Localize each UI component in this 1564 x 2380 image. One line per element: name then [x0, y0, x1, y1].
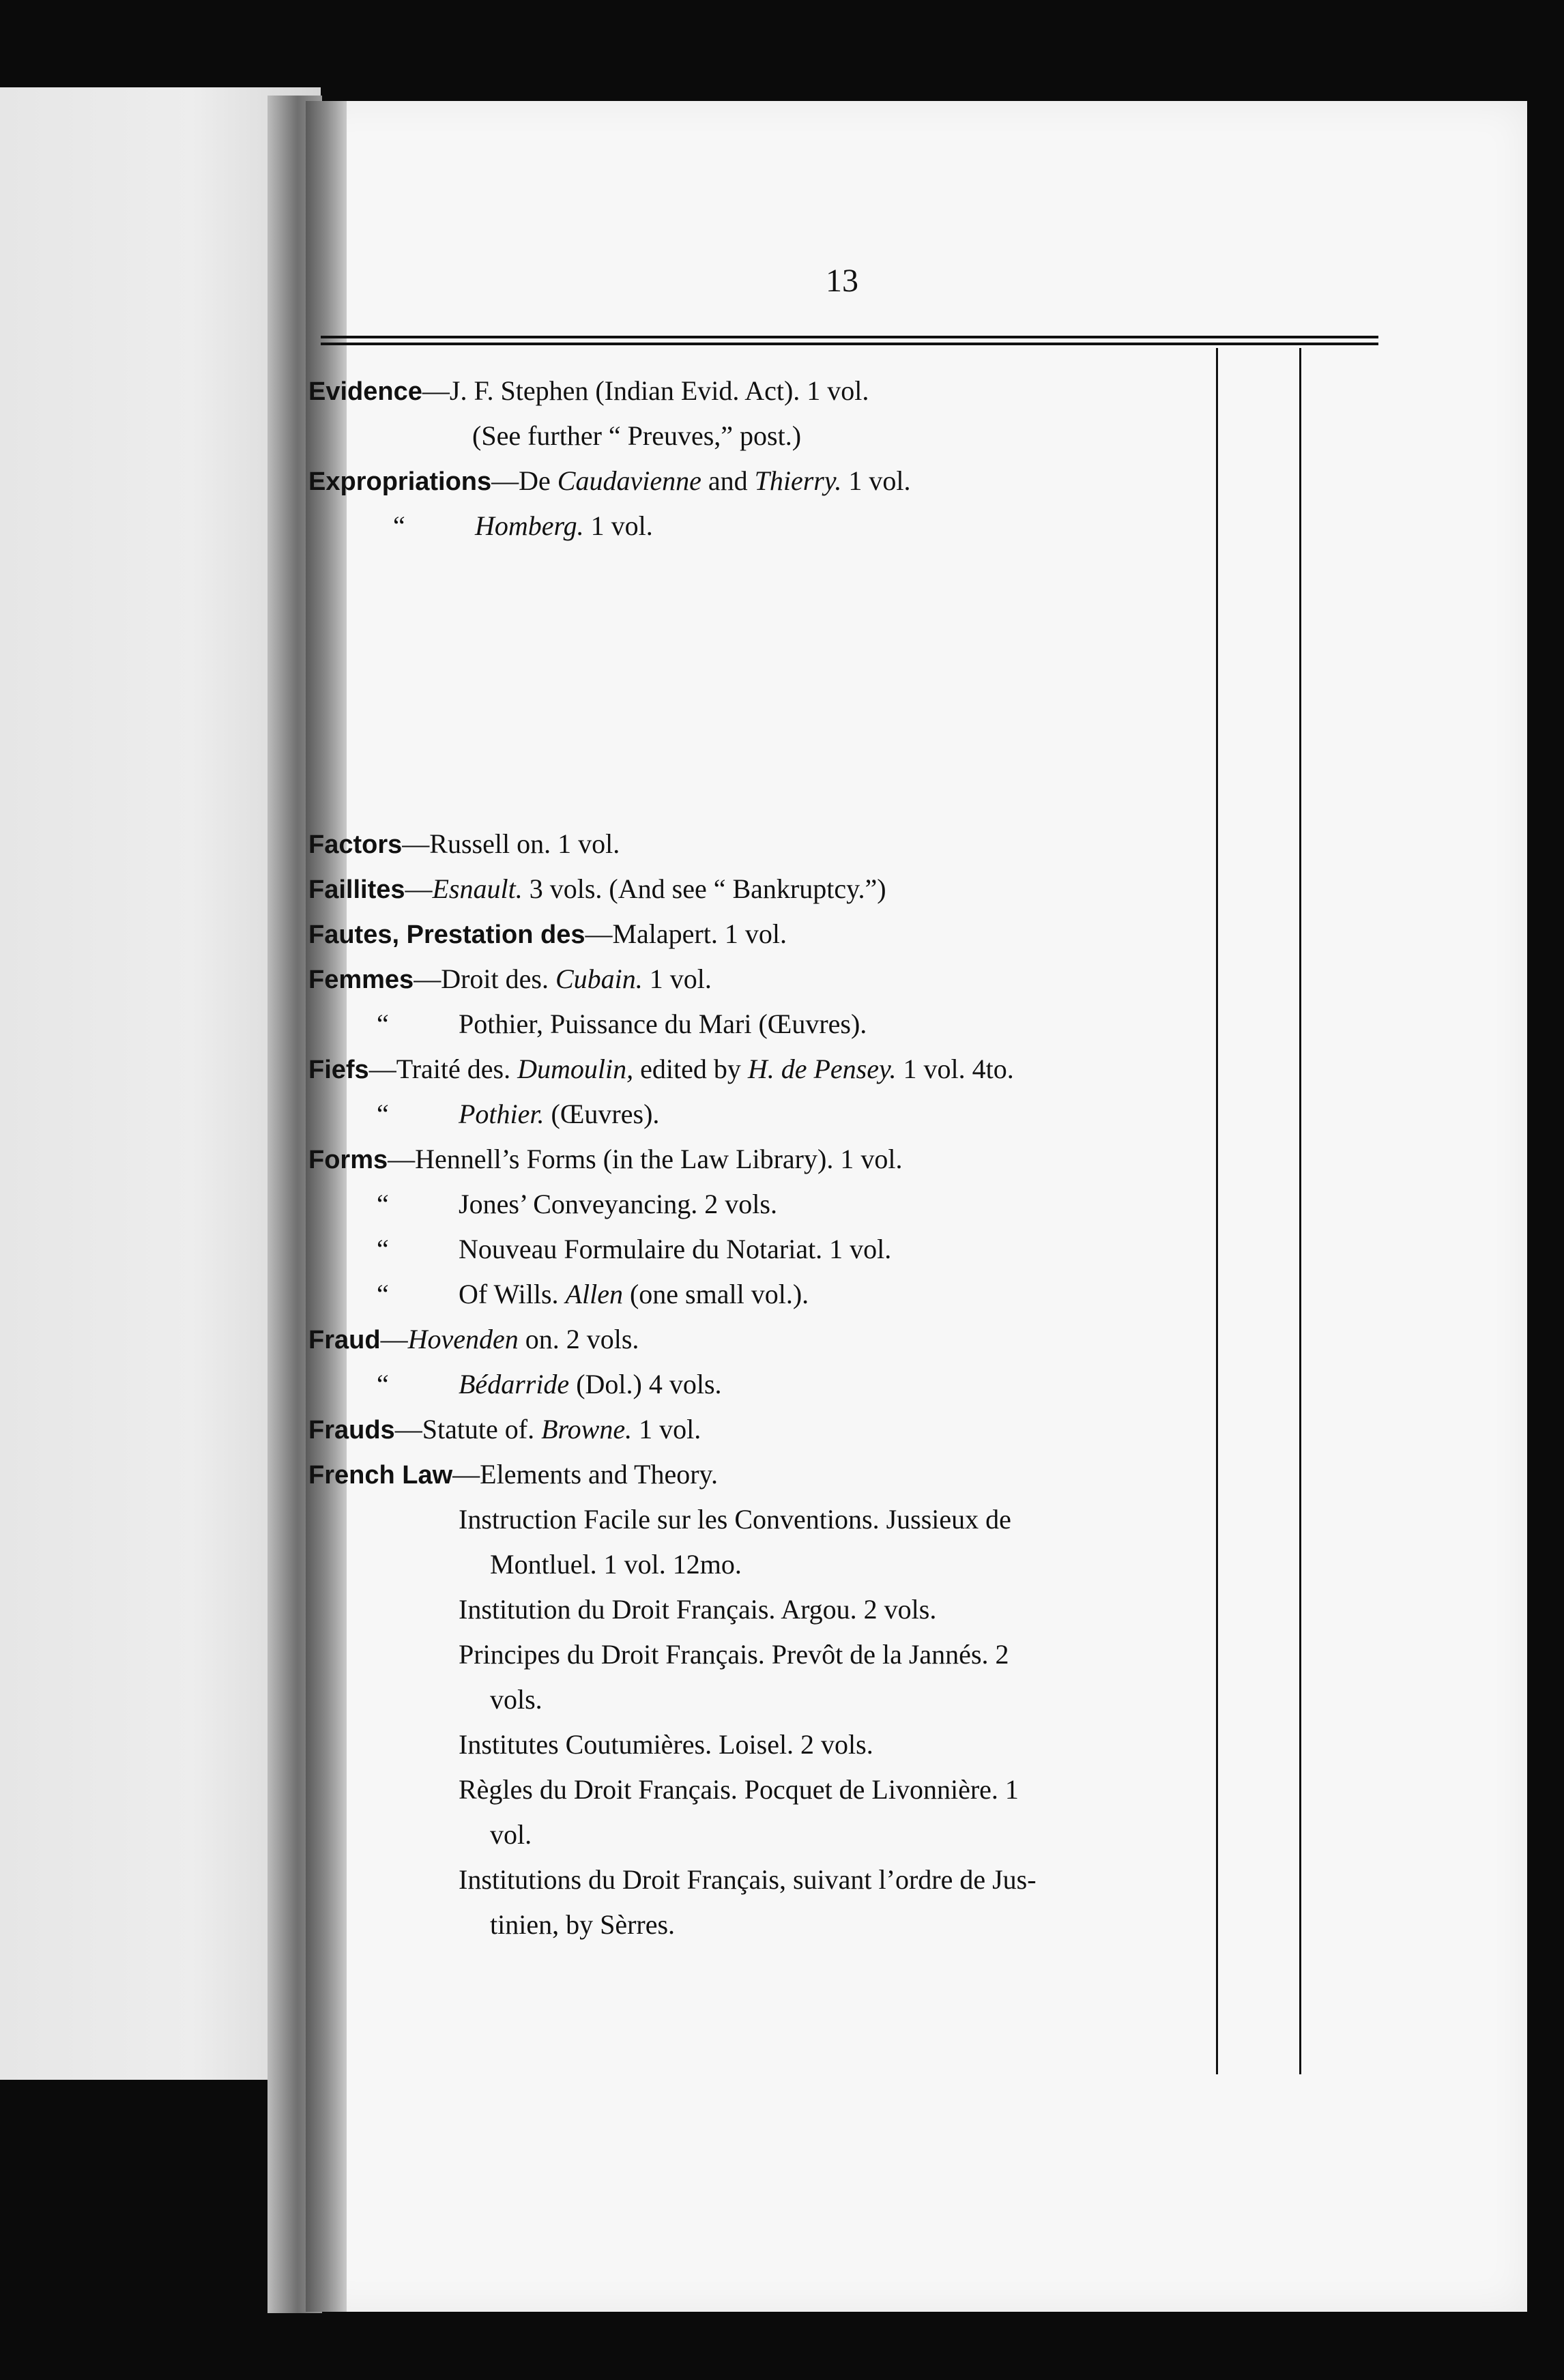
entry-faillites: Faillites—Esnault. 3 vols. (And see “ Bankruptcy.”)	[308, 873, 886, 904]
entry-heading: Expropriations	[308, 467, 492, 496]
column-rule-left	[1216, 348, 1218, 2074]
ditto-mark: “	[377, 1234, 389, 1264]
entry-evidence: Evidence—J. F. Stephen (Indian Evid. Act). 1 vol.	[308, 375, 869, 406]
entry-heading: Femmes	[308, 966, 414, 994]
entry-heading: Factors	[308, 830, 403, 859]
entry-forms-sub: “ Nouveau Formulaire du Notariat. 1 vol.	[308, 1227, 1208, 1272]
entry-femmes: Femmes—Droit des. Cubain. 1 vol.	[308, 963, 712, 994]
entry-heading: Faillites	[308, 875, 405, 904]
entry-french-law: French Law—Elements and Theory.	[308, 1459, 718, 1490]
entry-fiefs: Fiefs—Traité des. Dumoulin, edited by H. de Pensey. 1 vol. 4to.	[308, 1054, 1014, 1084]
french-law-item-cont: vol.	[490, 1819, 532, 1850]
entry-frauds: Frauds—Statute of. Browne. 1 vol.	[308, 1414, 701, 1445]
french-law-item-cont: vols.	[490, 1684, 542, 1715]
entry-fraud: Fraud—Hovenden on. 2 vols.	[308, 1324, 639, 1354]
ditto-mark: “	[377, 1099, 389, 1129]
french-law-item-cont: tinien, by Sèrres.	[490, 1909, 676, 1940]
entry-fraud-sub: “ Bédarride (Dol.) 4 vols.	[308, 1362, 1208, 1407]
entry-femmes-sub: “ Pothier, Puissance du Mari (Œuvres).	[308, 1002, 1208, 1047]
french-law-item: Instruction Facile sur les Conventions. Jussieux de	[459, 1504, 1011, 1535]
entry-forms-sub: “ Jones’ Conveyancing. 2 vols.	[308, 1182, 1208, 1227]
ditto-mark: “	[377, 1008, 389, 1039]
french-law-item: Institutes Coutumières. Loisel. 2 vols.	[459, 1729, 873, 1760]
entry-heading: Evidence	[308, 377, 422, 406]
french-law-item-cont: Montluel. 1 vol. 12mo.	[490, 1549, 742, 1580]
french-law-item: Institution du Droit Français. Argou. 2 vols.	[459, 1594, 937, 1625]
entry-heading: Frauds	[308, 1416, 395, 1445]
ditto-mark: “	[393, 510, 405, 541]
column-rule-right	[1299, 348, 1301, 2074]
entry-heading: Forms	[308, 1146, 388, 1174]
ditto-mark: “	[377, 1189, 389, 1219]
entry-fautes: Fautes, Prestation des—Malapert. 1 vol.	[308, 918, 787, 949]
entry-heading: Fiefs	[308, 1056, 369, 1084]
french-law-item: Institutions du Droit Français, suivant l’ordre de Jus-	[459, 1864, 1037, 1895]
header-rule-bottom	[321, 343, 1378, 345]
entry-factors: Factors—Russell on. 1 vol.	[308, 828, 620, 859]
ditto-mark: “	[377, 1369, 389, 1399]
index-entries	[308, 368, 1208, 1947]
entry-heading: Fautes, Prestation des	[308, 920, 585, 949]
entry-fiefs-sub: “ Pothier. (Œuvres).	[308, 1092, 1208, 1137]
french-law-item: Principes du Droit Français. Prevôt de la Jannés. 2	[459, 1639, 1009, 1670]
entry-heading: French Law	[308, 1461, 453, 1490]
entry-forms: Forms—Hennell’s Forms (in the Law Library). 1 vol.	[308, 1144, 903, 1174]
header-rule-top	[321, 336, 1378, 338]
entry-evidence-note: (See further “ Preuves,” post.)	[472, 420, 802, 451]
ditto-mark: “	[377, 1279, 389, 1309]
entry-expropriations-sub: “ Homberg. 1 vol.	[308, 504, 1208, 549]
french-law-item: Règles du Droit Français. Pocquet de Livonnière. 1	[459, 1774, 1019, 1805]
entry-heading: Fraud	[308, 1326, 381, 1354]
page-number: 13	[826, 263, 858, 299]
blank-space	[308, 549, 1208, 822]
entry-forms-sub: “ Of Wills. Allen (one small vol.).	[308, 1272, 1208, 1317]
entry-expropriations: Expropriations—De Caudavienne and Thierry. 1 vol.	[308, 465, 911, 496]
